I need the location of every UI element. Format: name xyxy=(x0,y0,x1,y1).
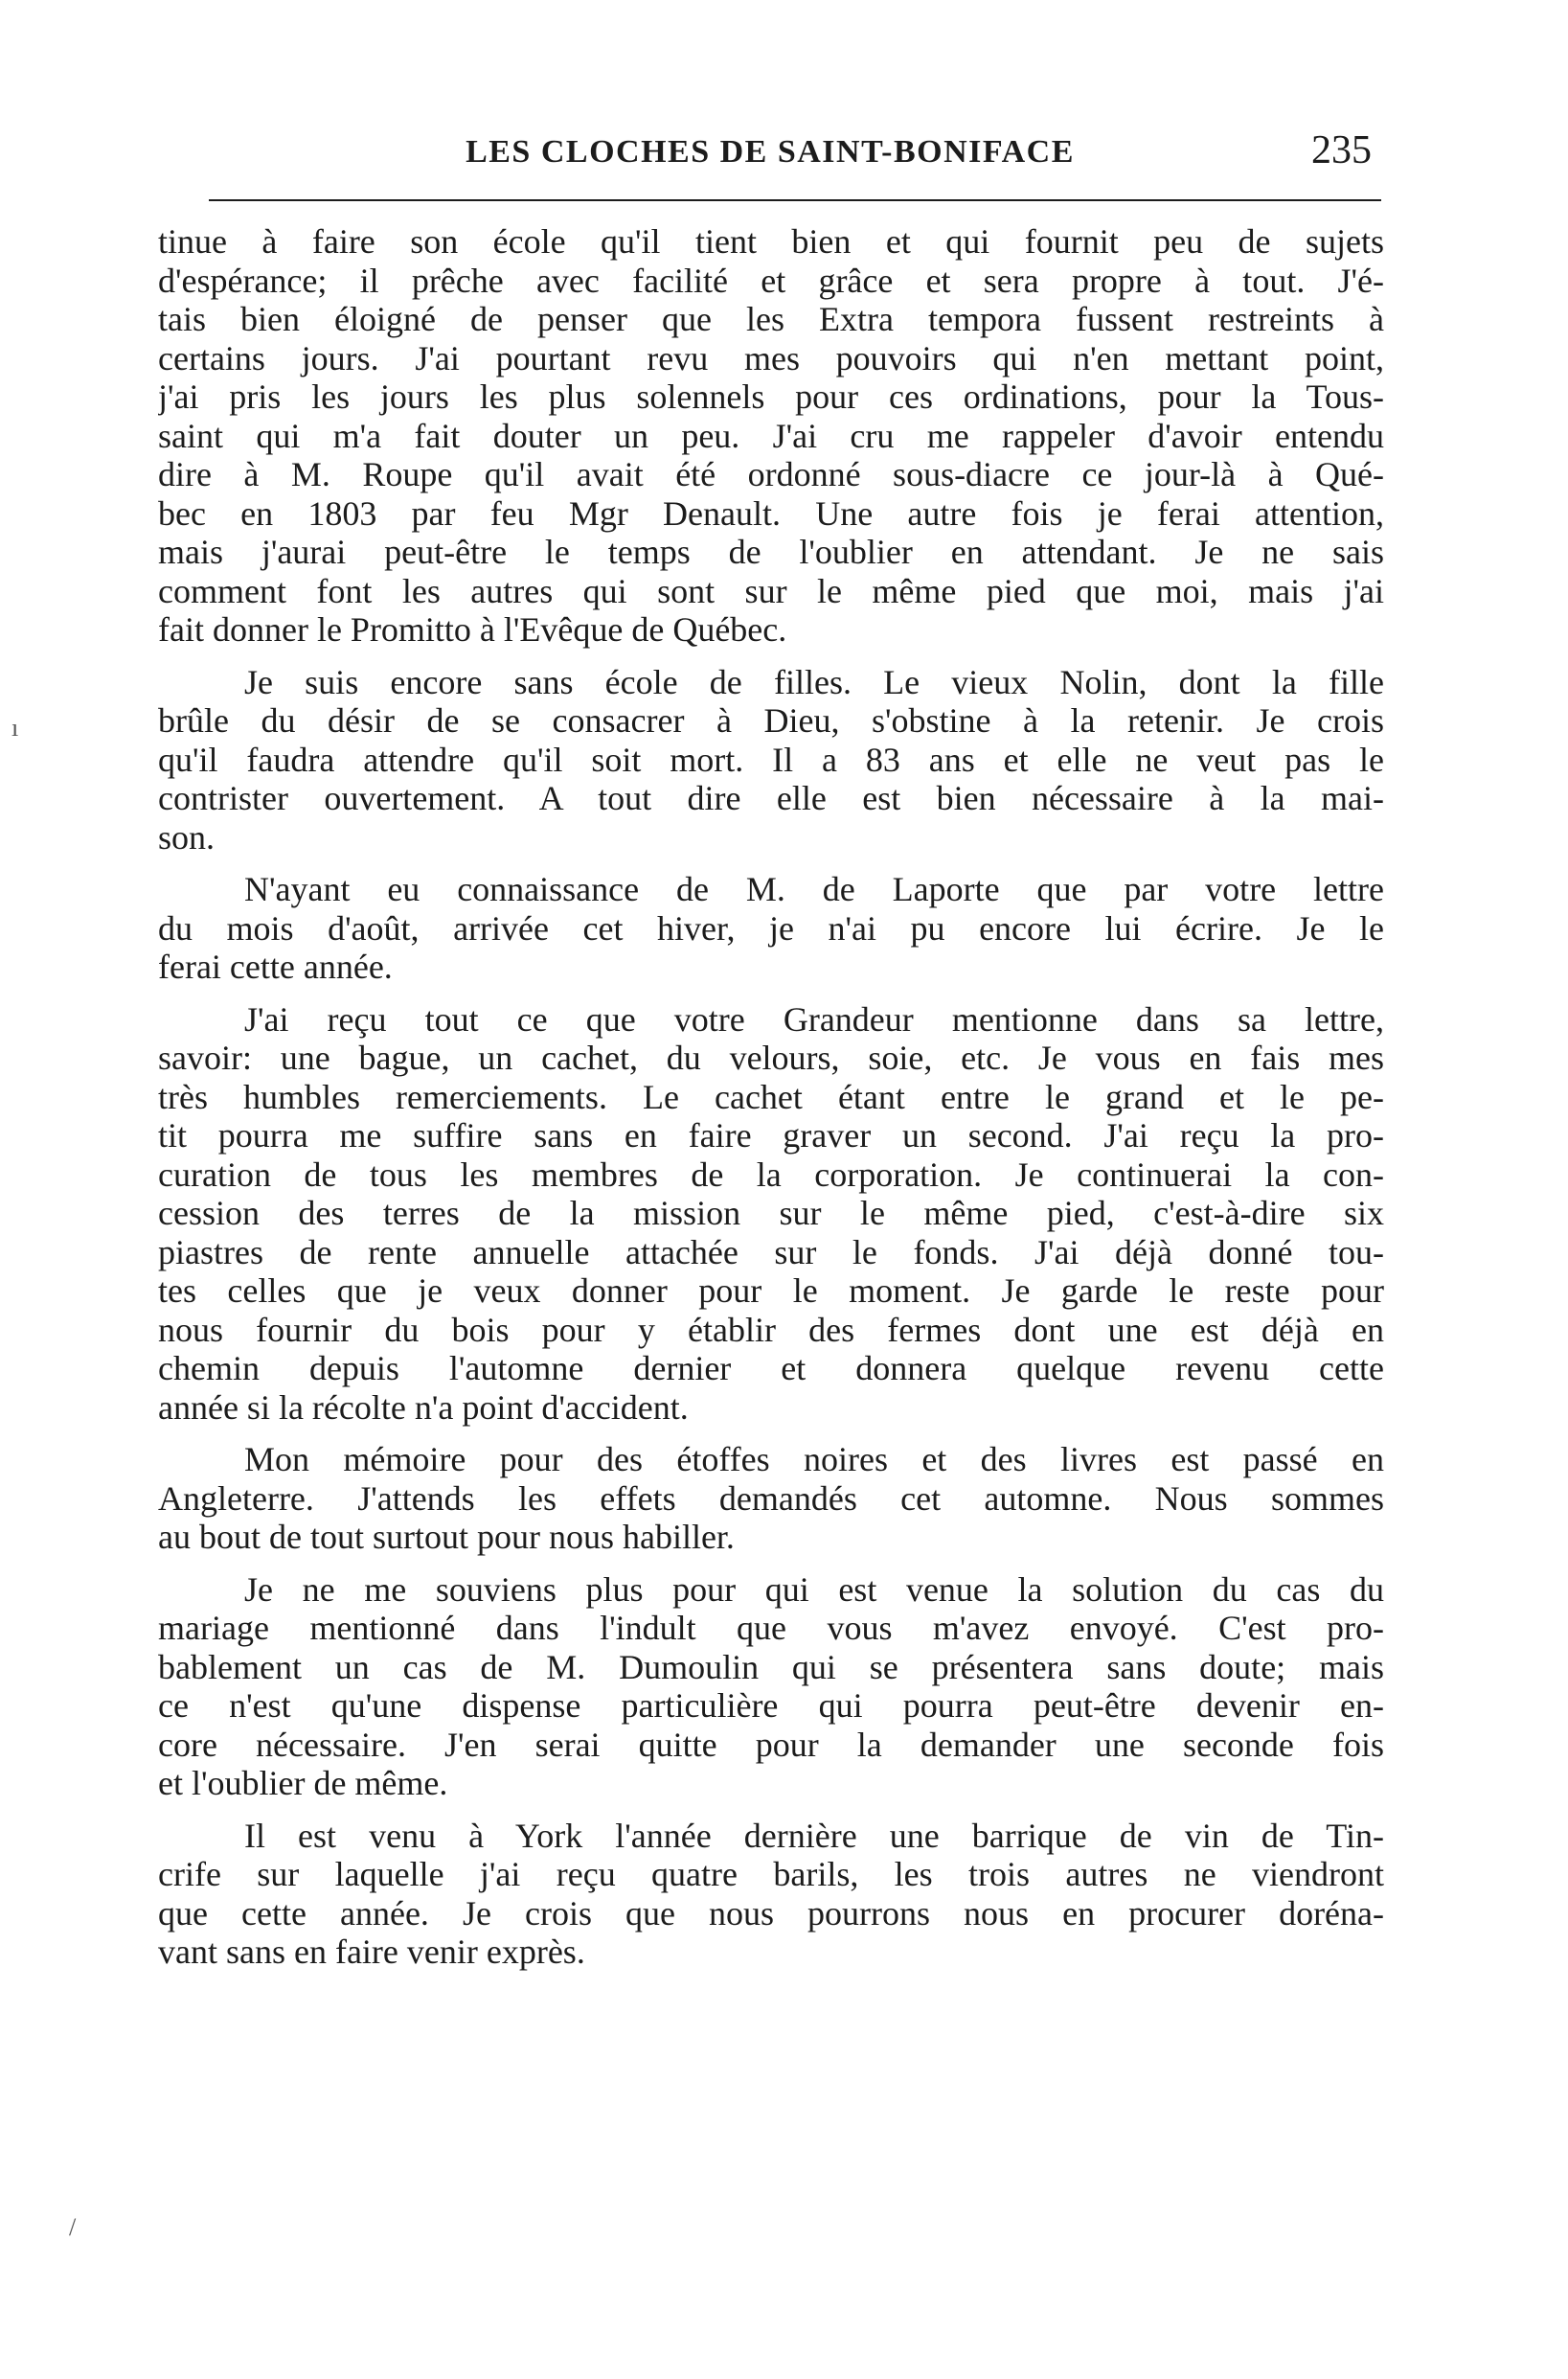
text-line: nous fournir du bois pour y établir des fermes dont une est déjà en xyxy=(158,1310,1384,1349)
text-line: que cette année. Je crois que nous pourrons nous en procurer doréna- xyxy=(158,1893,1384,1933)
text-line: bablement un cas de M. Dumoulin qui se présentera sans doute; mais xyxy=(158,1647,1384,1686)
text-line: Angleterre. J'attends les effets demandés cet automne. Nous sommes xyxy=(158,1478,1384,1518)
margin-tick: ı xyxy=(11,714,19,742)
text-line: cession des terres de la mission sur le même pied, c'est-à-dire six xyxy=(158,1194,1384,1232)
text-line: curation de tous les membres de la corporation. Je continuerai la con- xyxy=(158,1155,1384,1194)
text-line: ferai cette année. xyxy=(158,948,393,986)
text-line: du mois d'août, arrivée cet hiver, je n'ai pu encore lui écrire. Je le xyxy=(158,908,1384,948)
text-line: piastres de rente annuelle attachée sur le fonds. J'ai déjà donné tou- xyxy=(158,1232,1384,1271)
running-title: LES CLOCHES DE SAINT-BONIFACE xyxy=(466,134,1075,170)
text-line: mais j'aurai peut-être le temps de l'oublier en attendant. Je ne sais xyxy=(158,533,1384,571)
text-line: Je ne me souviens plus pour qui est venue la solution du cas du xyxy=(244,1569,1384,1609)
text-line: fait donner le Promitto à l'Evêque de Québec. xyxy=(158,610,787,649)
text-line: chemin depuis l'automne dernier et donnera quelque revenu cette xyxy=(158,1349,1384,1387)
text-line: tais bien éloigné de penser que les Extra tempora fussent restreints à xyxy=(158,300,1384,338)
paragraph xyxy=(158,1817,1384,1972)
text-line: au bout de tout surtout pour nous habiller. xyxy=(158,1518,735,1556)
text-line: contrister ouvertement. A tout dire elle est bien nécessaire à la mai- xyxy=(158,779,1384,817)
paragraph xyxy=(158,222,1384,650)
text-line: brûle du désir de se consacrer à Dieu, s'obstine à la retenir. Je crois xyxy=(158,701,1384,740)
paragraph xyxy=(158,1440,1384,1557)
text-line: Mon mémoire pour des étoffes noires et des livres est passé en xyxy=(244,1440,1384,1478)
paragraph xyxy=(158,663,1384,858)
paragraph xyxy=(158,1570,1384,1803)
text-line: tes celles que je veux donner pour le moment. Je garde le reste pour xyxy=(158,1271,1384,1310)
text-line: saint qui m'a fait douter un peu. J'ai cru me rappeler d'avoir entendu xyxy=(158,416,1384,455)
text-line: très humbles remerciements. Le cachet étant entre le grand et le pe- xyxy=(158,1077,1384,1116)
text-line: Il est venu à York l'année dernière une barrique de vin de Tin- xyxy=(244,1816,1384,1855)
text-line: J'ai reçu tout ce que votre Grandeur mentionne dans sa lettre, xyxy=(244,999,1384,1039)
body-text xyxy=(158,222,1384,1985)
text-line: tinue à faire son école qu'il tient bien et qui fournit peu de sujets xyxy=(158,222,1384,261)
running-head xyxy=(161,126,1379,184)
text-line: certains jours. J'ai pourtant revu mes pouvoirs qui n'en mettant point, xyxy=(158,338,1384,377)
text-line: qu'il faudra attendre qu'il soit mort. Il a 83 ans et elle ne veut pas le xyxy=(158,740,1384,779)
margin-tick: / xyxy=(69,2213,77,2241)
text-line: année si la récolte n'a point d'accident. xyxy=(158,1387,689,1427)
text-line: bec en 1803 par feu Mgr Denault. Une autre fois je ferai attention, xyxy=(158,493,1384,533)
text-line: son. xyxy=(158,817,216,857)
text-line: crife sur laquelle j'ai reçu quatre barils, les trois autres ne viendront xyxy=(158,1855,1384,1893)
text-line: d'espérance; il prêche avec facilité et grâce et sera propre à tout. J'é- xyxy=(158,261,1384,300)
text-line: vant sans en faire venir exprès. xyxy=(158,1933,585,1971)
text-line: j'ai pris les jours les plus solennels pour ces ordinations, pour la Tous- xyxy=(158,377,1384,416)
text-line: mariage mentionné dans l'indult que vous m'avez envoyé. C'est pro- xyxy=(158,1609,1384,1647)
paragraph xyxy=(158,870,1384,987)
text-line: savoir: une bague, un cachet, du velours, soie, etc. Je vous en fais mes xyxy=(158,1039,1384,1077)
text-line: Je suis encore sans école de filles. Le vieux Nolin, dont la fille xyxy=(244,662,1384,701)
text-line: tit pourra me suffire sans en faire graver un second. J'ai reçu la pro- xyxy=(158,1116,1384,1155)
paragraph xyxy=(158,1000,1384,1428)
text-line: ce n'est qu'une dispense particulière qui pourra peut-être devenir en- xyxy=(158,1686,1384,1725)
text-line: dire à M. Roupe qu'il avait été ordonné sous-diacre ce jour-là à Qué- xyxy=(158,455,1384,493)
text-line: N'ayant eu connaissance de M. de Laporte que par votre lettre xyxy=(244,870,1384,908)
page-number: 235 xyxy=(1311,128,1372,172)
text-line: et l'oublier de même. xyxy=(158,1764,448,1802)
header-rule xyxy=(209,199,1381,201)
text-line: comment font les autres qui sont sur le même pied que moi, mais j'ai xyxy=(158,571,1384,610)
text-line: core nécessaire. J'en serai quitte pour la demander une seconde fois xyxy=(158,1725,1384,1764)
